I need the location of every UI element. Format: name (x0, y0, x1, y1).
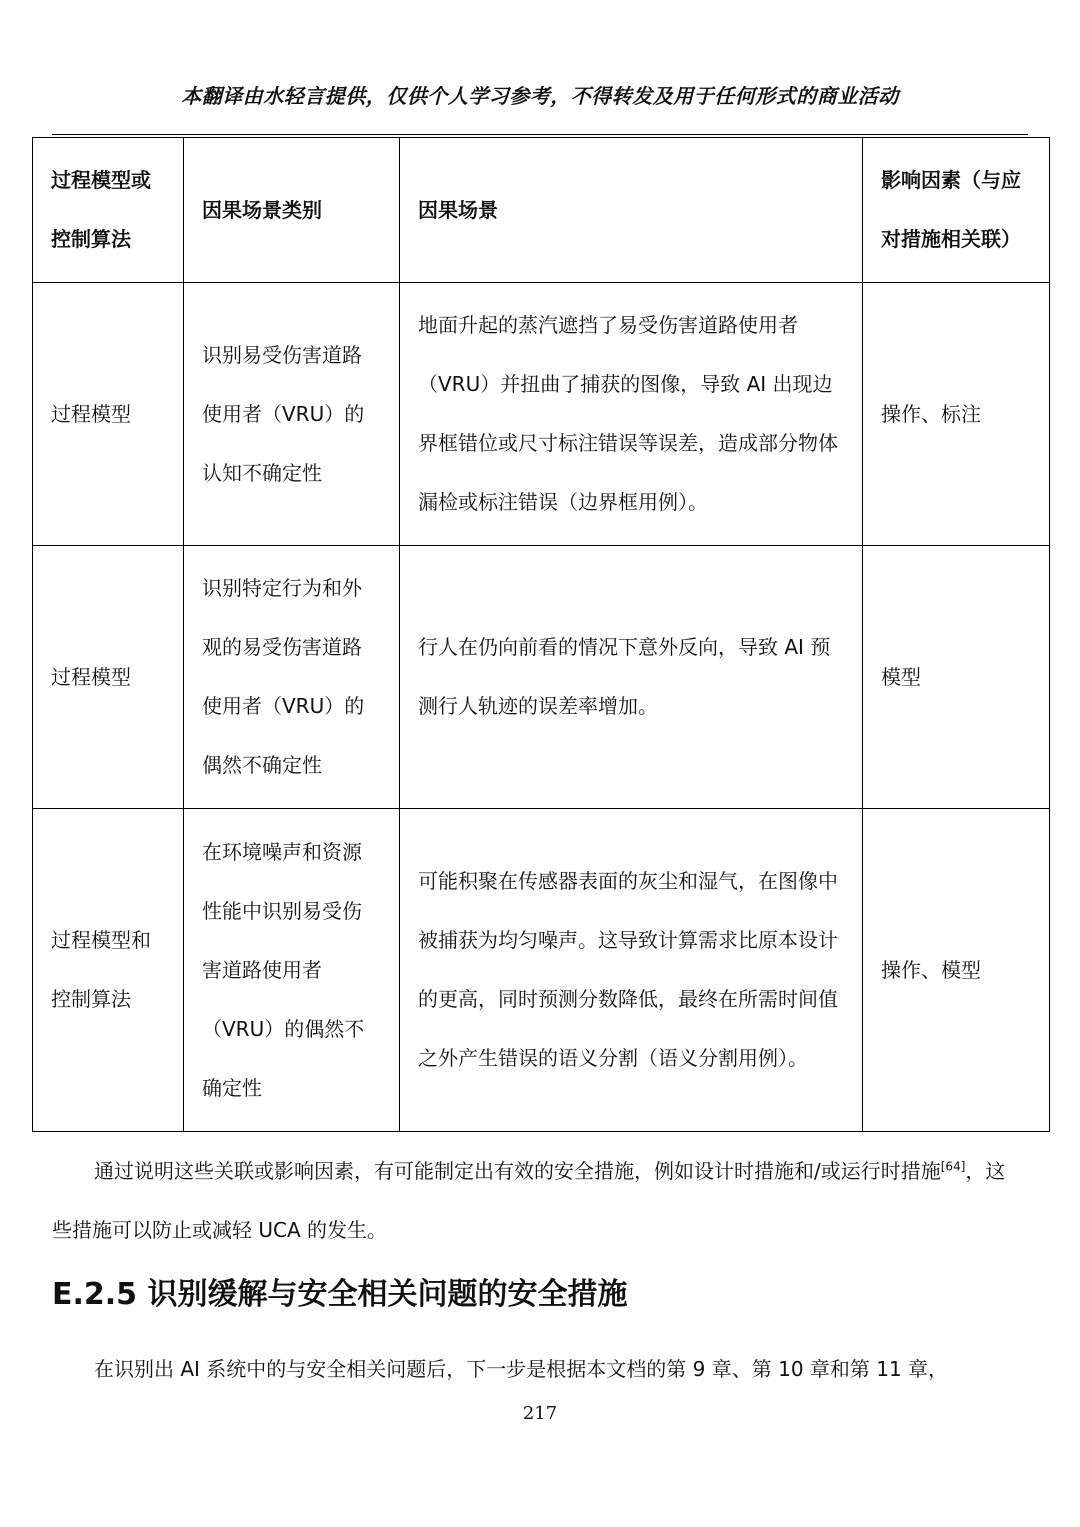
page-header-notice: 本翻译由水轻言提供，仅供个人学习参考，不得转发及用于任何形式的商业活动 (181, 84, 899, 108)
cell-model: 过程模型 (33, 546, 184, 809)
body-paragraph (52, 1142, 1012, 1260)
page-number: 217 (522, 1403, 558, 1424)
paragraph-text: ，这些措施可以防止或减轻 UCA 的发生。 (52, 1159, 1006, 1242)
column-header-model: 过程模型或控制算法 (33, 138, 184, 283)
table-row (33, 809, 1050, 1132)
cell-model: 过程模型 (33, 283, 184, 546)
cell-factors: 模型 (863, 546, 1050, 809)
header-divider (52, 134, 1028, 135)
cell-model: 过程模型和控制算法 (33, 809, 184, 1132)
cell-category: 识别易受伤害道路使用者（VRU）的认知不确定性 (184, 283, 400, 546)
cell-factors: 操作、标注 (863, 283, 1050, 546)
section-heading: E.2.5 识别缓解与安全相关问题的安全措施 (52, 1277, 628, 1312)
table-header-row (33, 138, 1050, 283)
citation-ref: [64] (940, 1159, 966, 1174)
cell-category: 识别特定行为和外观的易受伤害道路使用者（VRU）的偶然不确定性 (184, 546, 400, 809)
paragraph-text: 通过说明这些关联或影响因素，有可能制定出有效的安全措施，例如设计时措施和/或运行时措施 (94, 1159, 941, 1183)
column-header-factors: 影响因素（与应对措施相关联） (863, 138, 1050, 283)
table-row (33, 283, 1050, 546)
cell-scenario: 行人在仍向前看的情况下意外反向，导致 AI 预测行人轨迹的误差率增加。 (400, 546, 863, 809)
body-paragraph: 在识别出 AI 系统中的与安全相关问题后，下一步是根据本文档的第 9 章、第 10 章和第 11 章， (94, 1357, 949, 1381)
cell-scenario: 地面升起的蒸汽遮挡了易受伤害道路使用者（VRU）并扭曲了捕获的图像，导致 AI 出现边界框错位或尺寸标注错误等误差，造成部分物体漏检或标注错误（边界框用例）。 (400, 283, 863, 546)
column-header-scenario: 因果场景 (400, 138, 863, 283)
causal-scenario-table (32, 137, 1050, 1132)
cell-factors: 操作、模型 (863, 809, 1050, 1132)
cell-category: 在环境噪声和资源性能中识别易受伤害道路使用者（VRU）的偶然不确定性 (184, 809, 400, 1132)
column-header-category: 因果场景类别 (184, 138, 400, 283)
table-row (33, 546, 1050, 809)
cell-scenario: 可能积聚在传感器表面的灰尘和湿气，在图像中被捕获为均匀噪声。这导致计算需求比原本设计的更高，同时预测分数降低，最终在所需时间值之外产生错误的语义分割（语义分割用例）。 (400, 809, 863, 1132)
